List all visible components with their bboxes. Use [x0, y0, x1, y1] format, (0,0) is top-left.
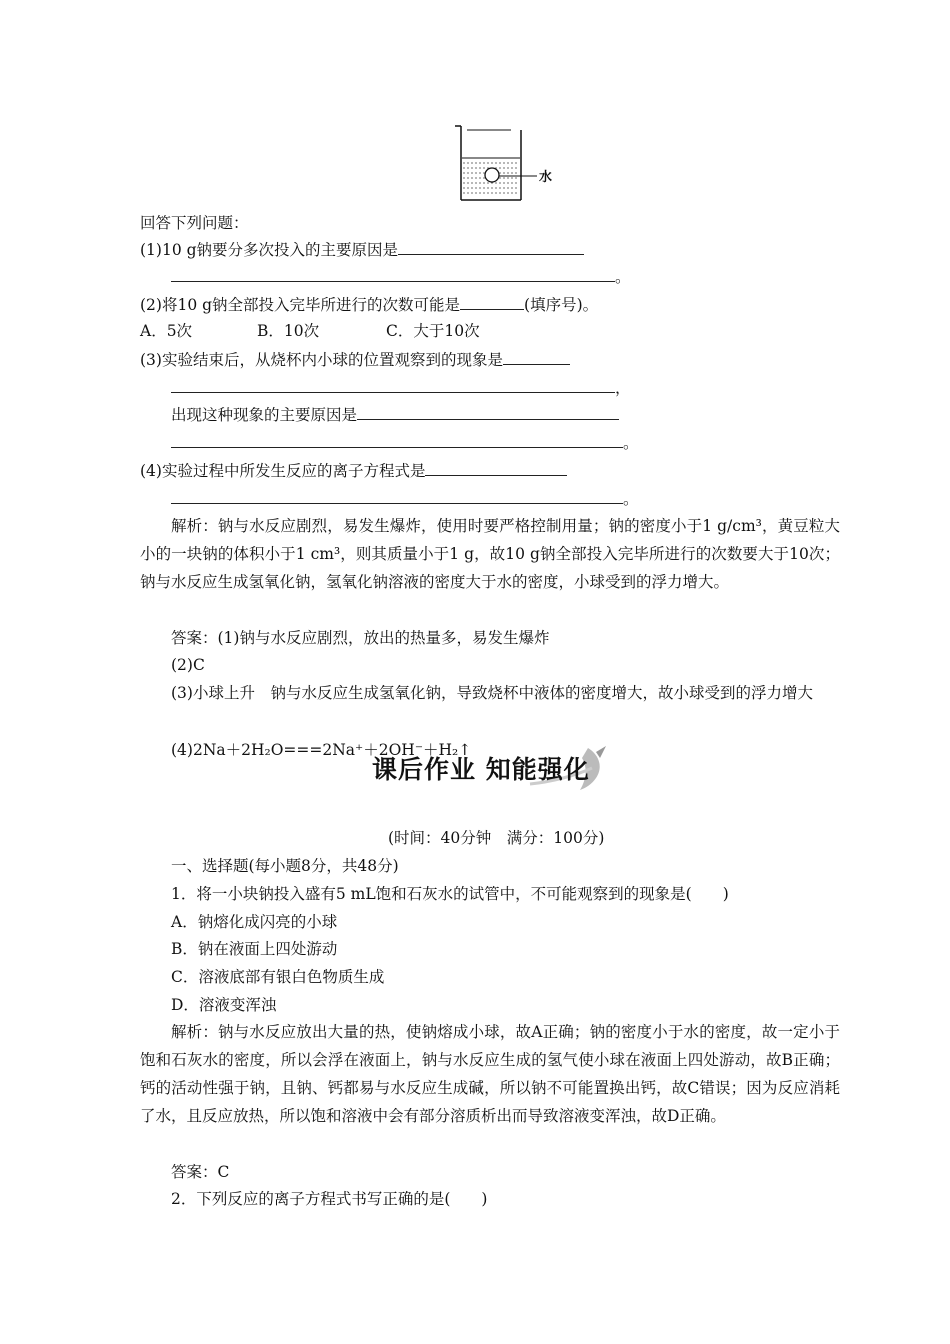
answer-blank: [171, 266, 615, 282]
question-4: [140, 460, 567, 481]
mc2-stem: 2．下列反应的离子方程式书写正确的是( ): [171, 1190, 488, 1208]
answer-blank: [171, 377, 615, 393]
question-3-text: (3)实验结束后，从烧杯内小球的位置观察到的现象是: [140, 351, 503, 369]
water-label: 水: [539, 170, 553, 185]
answer-blank: [425, 460, 567, 476]
mc1-answer: 答案：C: [171, 1163, 230, 1181]
answer-2: (2)C: [171, 656, 205, 674]
answer-3: (3)小球上升 钠与水反应生成氢氧化钠，导致烧杯中液体的密度增大，故小球受到的浮力增大: [171, 684, 813, 702]
question-3-line2: ，: [171, 377, 631, 398]
answer-blank: [503, 349, 570, 365]
answer-blank: [171, 432, 623, 448]
mc1-option-b: B．钠在液面上四处游动: [171, 940, 338, 958]
section-heading: 一、选择题(每小题8分，共48分): [171, 857, 399, 875]
banner-title: 课后作业 知能强化: [372, 755, 590, 784]
option-c: C．大于10次: [386, 322, 480, 340]
question-1-line2: 。: [171, 266, 631, 287]
answer-blank: [357, 404, 619, 420]
questions-intro: 回答下列问题：: [140, 214, 249, 232]
question-1-text: (1)10 g钠要分多次投入的主要原因是: [140, 241, 399, 259]
question-2-text: (2)将10 g钠全部投入完毕所进行的次数可能是: [140, 296, 461, 314]
answer-4: (4)2Na＋2H₂O===2Na⁺＋2OH⁻＋H₂↑: [171, 741, 472, 759]
answer-1: 答案：(1)钠与水反应剧烈，放出的热量多，易发生爆炸: [171, 629, 550, 647]
beaker-icon: [455, 124, 555, 204]
question-3-reason: 出现这种现象的主要原因是: [171, 404, 619, 425]
question-2-options: [140, 321, 480, 341]
option-a: A．5次: [140, 322, 193, 340]
time-info: (时间：40分钟 满分：100分): [388, 829, 605, 847]
answer-blank: [171, 488, 623, 504]
answer-blank: [398, 239, 584, 255]
question-1: [140, 239, 584, 260]
mc1-stem: 1．将一小块钠投入盛有5 mL饱和石灰水的试管中，不可能观察到的现象是( ): [171, 885, 729, 903]
analysis-paragraph-1: 解析：钠与水反应剧烈，易发生爆炸，使用时要严格控制用量；钠的密度小于1 g/cm³，黄豆粒大小的一块钠的体积小于1 cm³，则其质量小于1 g，故10 g钠全部投入完毕所进行的次数要大于10次；钠与水反应生成氢氧化钠，氢氧化钠溶液的密度大于水的密度，小球受到的浮力增大。: [140, 517, 840, 591]
answer-blank: [460, 294, 524, 310]
mc1-option-a: A．钠熔化成闪亮的小球: [171, 913, 338, 931]
beaker-figure: [455, 124, 555, 208]
option-b: B．10次: [257, 322, 320, 340]
question-4-line2: 。: [171, 488, 639, 509]
question-4-text: (4)实验过程中所发生反应的离子方程式是: [140, 462, 426, 480]
question-2: (2)将10 g钠全部投入完毕所进行的次数可能是 (填序号)。: [140, 296, 599, 314]
mc1-option-c: C．溶液底部有银白色物质生成: [171, 968, 385, 986]
question-3: [140, 349, 570, 370]
mc1-option-d: D．溶液变浑浊: [171, 996, 277, 1014]
question-3-line4: 。: [171, 432, 639, 453]
mc1-analysis: 解析：钠与水反应放出大量的热，使钠熔成小球，故A正确；钠的密度小于水的密度，故一定小于饱和石灰水的密度，所以会浮在液面上，钠与水反应生成的氢气使小球在液面上四处游动，故B正确；钙的活动性强于钠，且钠、钙都易与水反应生成碱，所以钠不可能置换出钙，故C错误；因为反应消耗了水，且反应放热，所以饱和溶液中会有部分溶质析出而导致溶液变浑浊，故D正确。: [140, 1023, 840, 1125]
